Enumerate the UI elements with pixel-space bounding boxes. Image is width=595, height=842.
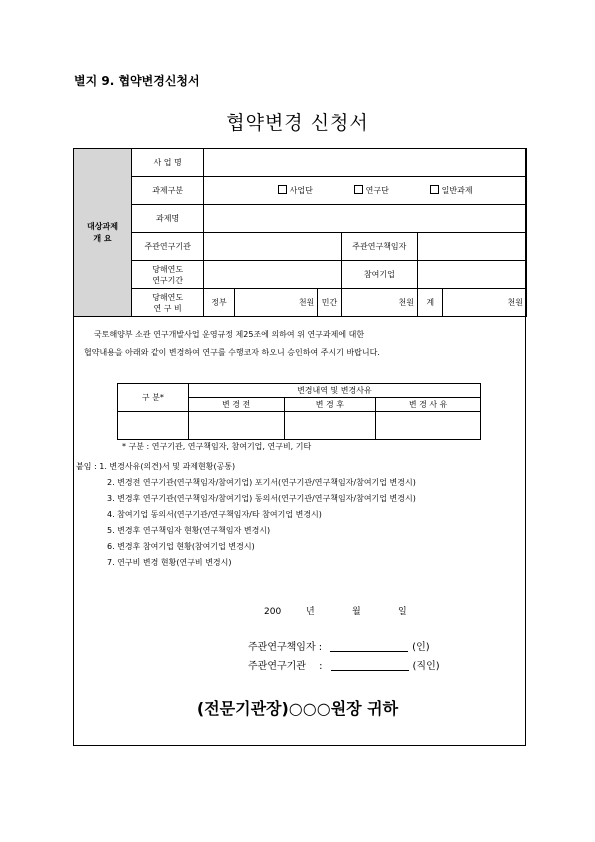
date-year: 200 bbox=[264, 607, 282, 617]
task-name-label: 과제명 bbox=[132, 205, 204, 233]
document-title: 협약변경 신청서 bbox=[226, 112, 369, 134]
period-label: 당해연도 연구기간 bbox=[132, 261, 204, 289]
signature-institution: 주관연구기관 : (직인) bbox=[248, 661, 440, 672]
category-cell[interactable] bbox=[118, 412, 189, 440]
gov-label: 정부 bbox=[204, 289, 235, 317]
lead-institution-field[interactable] bbox=[204, 233, 341, 261]
category-note: * 구분 : 연구기관, 연구책임자, 참여기업, 연구비, 기타 bbox=[122, 442, 312, 451]
project-name-field[interactable] bbox=[204, 149, 527, 177]
private-label: 민간 bbox=[318, 289, 341, 317]
before-header: 변 경 전 bbox=[188, 398, 284, 412]
reason-cell[interactable] bbox=[376, 412, 481, 440]
total-amount-field[interactable]: 천원 bbox=[443, 289, 527, 317]
project-type-field bbox=[204, 177, 527, 205]
project-overview-table bbox=[73, 148, 527, 317]
request-statement: 국토해양부 소관 연구개발사업 운영규정 제25조에 의하여 위 연구과제에 대한 협약내용을 아래와 같이 변경하여 연구를 수행코자 하오니 승인하여 주시기 바랍니다. bbox=[84, 330, 380, 357]
checkbox-icon[interactable] bbox=[354, 185, 363, 194]
signature-pi: 주관연구책임자 : (인) bbox=[248, 642, 430, 653]
date-day-unit: 일 bbox=[398, 607, 407, 617]
enclosure-heading: 붙임 : 1. 변경사유(의견)서 및 과제현황(공통) bbox=[76, 462, 236, 471]
signature-line[interactable] bbox=[331, 670, 409, 671]
checkbox-icon[interactable] bbox=[430, 185, 439, 194]
annex-label: 별지 9. 협약변경신청서 bbox=[74, 74, 200, 88]
change-group-header: 변경내역 및 변경사유 bbox=[188, 384, 480, 398]
signature-line[interactable] bbox=[330, 651, 408, 652]
reason-header: 변 경 사 유 bbox=[376, 398, 481, 412]
period-field[interactable] bbox=[204, 261, 341, 289]
type-option-business[interactable]: 사업단 bbox=[278, 185, 313, 196]
date-line bbox=[264, 604, 407, 617]
type-option-research[interactable]: 연구단 bbox=[354, 185, 389, 196]
project-type-label: 과제구분 bbox=[132, 177, 204, 205]
type-option-general[interactable]: 일반과제 bbox=[430, 185, 473, 196]
lead-pi-field[interactable] bbox=[418, 233, 527, 261]
enclosure-item: 6. 변경후 참여기업 현황(참여기업 변경시) bbox=[107, 542, 255, 551]
date-month-unit: 월 bbox=[352, 607, 361, 617]
addressee: (전문기관장)○○○원장 귀하 bbox=[196, 699, 399, 718]
enclosure-item: 2. 변경전 연구기관(연구책임자/참여기업) 포기서(연구기관/연구책임자/참여기업 변경시) bbox=[107, 478, 416, 487]
project-name-label: 사 업 명 bbox=[132, 149, 204, 177]
budget-label: 당해연도 연 구 비 bbox=[132, 289, 204, 317]
private-amount-field[interactable]: 천원 bbox=[341, 289, 417, 317]
task-name-field[interactable] bbox=[204, 205, 527, 233]
total-label: 계 bbox=[418, 289, 443, 317]
date-year-unit: 년 bbox=[306, 607, 315, 617]
category-header: 구 분* bbox=[118, 384, 189, 412]
after-header: 변 경 후 bbox=[284, 398, 376, 412]
partner-label: 참여기업 bbox=[341, 261, 417, 289]
checkbox-icon[interactable] bbox=[278, 185, 287, 194]
lead-institution-label: 주관연구기관 bbox=[132, 233, 204, 261]
before-cell[interactable] bbox=[188, 412, 284, 440]
lead-pi-label: 주관연구책임자 bbox=[341, 233, 417, 261]
enclosure-item: 7. 연구비 변경 현황(연구비 변경시) bbox=[107, 558, 232, 567]
enclosure-item: 3. 변경후 연구기관(연구책임자/참여기업) 동의서(연구기관/연구책임자/참여기업 변경시) bbox=[107, 494, 416, 503]
enclosure-item: 5. 변경후 연구책임자 현황(연구책임자 변경시) bbox=[107, 526, 271, 535]
after-cell[interactable] bbox=[284, 412, 376, 440]
target-project-header: 대상과제 개 요 bbox=[74, 149, 132, 317]
enclosure-item: 4. 참여기업 동의서(연구기관/연구책임자/타 참여기업 변경시) bbox=[107, 510, 322, 519]
gov-amount-field[interactable]: 천원 bbox=[234, 289, 317, 317]
partner-field[interactable] bbox=[418, 261, 527, 289]
change-details-table bbox=[117, 383, 481, 440]
